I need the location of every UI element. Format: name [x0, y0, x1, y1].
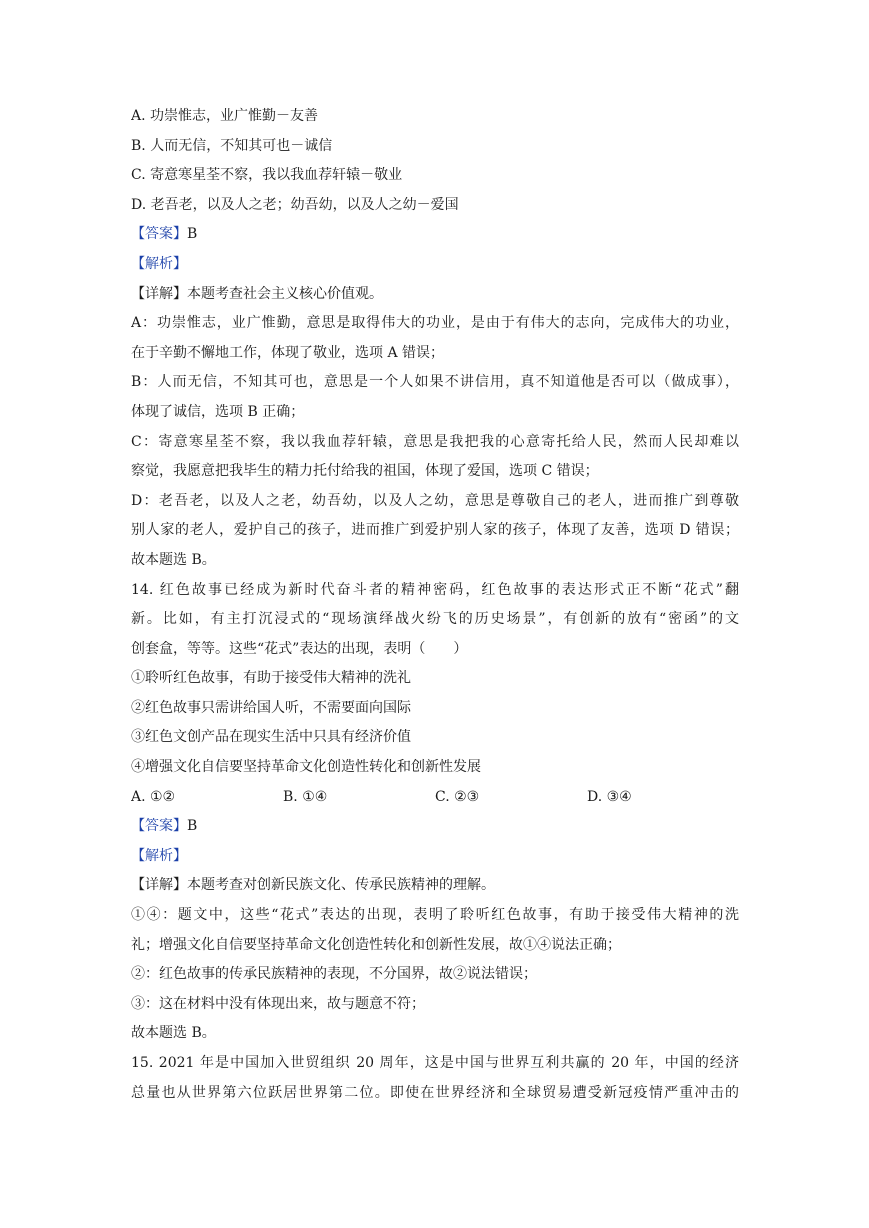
q13-detail-line: C：寄意寒星荃不察，我以我血荐轩辕，意思是我把我的心意寄托给人民，然而人民却难以 — [131, 433, 739, 450]
detail-text: 本题考查社会主义核心价值观。 — [187, 285, 383, 302]
q14-detail-line: ③：这在材料中没有体现出来，故与题意不符； — [131, 995, 425, 1012]
q14-conclusion: 故本题选 B。 — [131, 1025, 216, 1042]
q14-statement-4: ④增强文化自信要坚持革命文化创造性转化和创新性发展 — [131, 759, 481, 776]
q13-answer — [131, 220, 739, 250]
analysis-tag: 【解析】 — [131, 255, 187, 272]
q13-detail — [131, 280, 739, 310]
q15-stem-line: 总量也从世界第六位跃居世界第二位。即使在世界经济和全球贸易遭受新冠疫情严重冲击的 — [131, 1084, 739, 1101]
q14-detail-line: ①④：题文中，这些“花式”表达的出现，表明了聆听红色故事，有助于接受伟大精神的洗 — [131, 907, 739, 924]
q14-answer — [131, 812, 739, 842]
q14-statement-3: ③红色文创产品在现实生活中只具有经济价值 — [131, 729, 411, 746]
q13-detail-line: 别人家的老人，爱护自己的孩子，进而推广到爱护别人家的孩子，体现了友善，选项 D 错误； — [131, 522, 739, 539]
q14-stem-line: 新。比如，有主打沉浸式的“现场演绎战火纷飞的历史场景”，有创新的放有“密函”的文 — [131, 611, 739, 628]
q14-option-c: C. ②③ — [435, 788, 480, 805]
detail-tag: 【详解】 — [131, 285, 187, 302]
q14-statement-2: ②红色故事只需讲给国人听，不需要面向国际 — [131, 699, 411, 716]
q13-detail-line: A：功崇惟志，业广惟勤，意思是取得伟大的功业，是由于有伟大的志向，完成伟大的功业， — [131, 315, 739, 332]
q14-option-d: D. ③④ — [587, 788, 632, 805]
q14-analysis — [131, 842, 739, 872]
q13-conclusion: 故本题选 B。 — [131, 551, 216, 568]
q13-option-b: B. 人而无信，不知其可也－诚信 — [131, 137, 333, 154]
answer-value: B — [187, 818, 198, 835]
q14-detail — [131, 871, 739, 901]
detail-text: 本题考查对创新民族文化、传承民族精神的理解。 — [187, 877, 495, 894]
q14-option-a: A. ①② — [131, 788, 176, 805]
answer-value: B — [187, 226, 198, 243]
answer-tag: 【答案】 — [131, 818, 187, 835]
q13-option-d: D. 老吾老，以及人之老；幼吾幼，以及人之幼－爱国 — [131, 196, 459, 213]
q13-detail-line: 体现了诚信，选项 B 正确； — [131, 403, 305, 420]
q13-analysis — [131, 250, 739, 280]
q14-options — [131, 783, 739, 813]
q15-stem-line: 15. 2021 年是中国加入世贸组织 20 周年，这是中国与世界互利共赢的 20 年，中国的经济 — [131, 1055, 739, 1071]
analysis-tag: 【解析】 — [131, 847, 187, 864]
q14-stem-line: 创套盒，等等。这些“花式”表达的出现，表明（ ） — [131, 640, 468, 657]
q14-statement-1: ①聆听红色故事，有助于接受伟大精神的洗礼 — [131, 670, 411, 687]
q13-detail-line: D：老吾老，以及人之老，幼吾幼，以及人之幼，意思是尊敬自己的老人，进而推广到尊敬 — [131, 492, 739, 509]
q13-detail-line: 在于辛勤不懈地工作，体现了敬业，选项 A 错误； — [131, 344, 445, 361]
q13-detail-line: B：人而无信，不知其可也，意思是一个人如果不讲信用，真不知道他是否可以（做成事）， — [131, 374, 739, 391]
q13-option-a: A. 功崇惟志，业广惟勤－友善 — [131, 108, 319, 124]
page-content — [131, 102, 739, 1108]
q14-detail-line: ②：红色故事的传承民族精神的表现，不分国界，故②说法错误； — [131, 966, 537, 983]
q13-detail-line: 察觉，我愿意把我毕生的精力托付给我的祖国，体现了爱国，选项 C 错误； — [131, 463, 599, 480]
answer-tag: 【答案】 — [131, 226, 187, 243]
q14-option-b: B. ①④ — [283, 788, 328, 805]
q14-stem-line: 14. 红色故事已经成为新时代奋斗者的精神密码，红色故事的表达形式正不断“花式”翻 — [131, 581, 739, 598]
q13-option-c: C. 寄意寒星荃不察，我以我血荐轩辕－敬业 — [131, 167, 403, 184]
detail-tag: 【详解】 — [131, 877, 187, 894]
q14-detail-line: 礼；增强文化自信要坚持革命文化创造性转化和创新性发展，故①④说法正确； — [131, 936, 621, 953]
